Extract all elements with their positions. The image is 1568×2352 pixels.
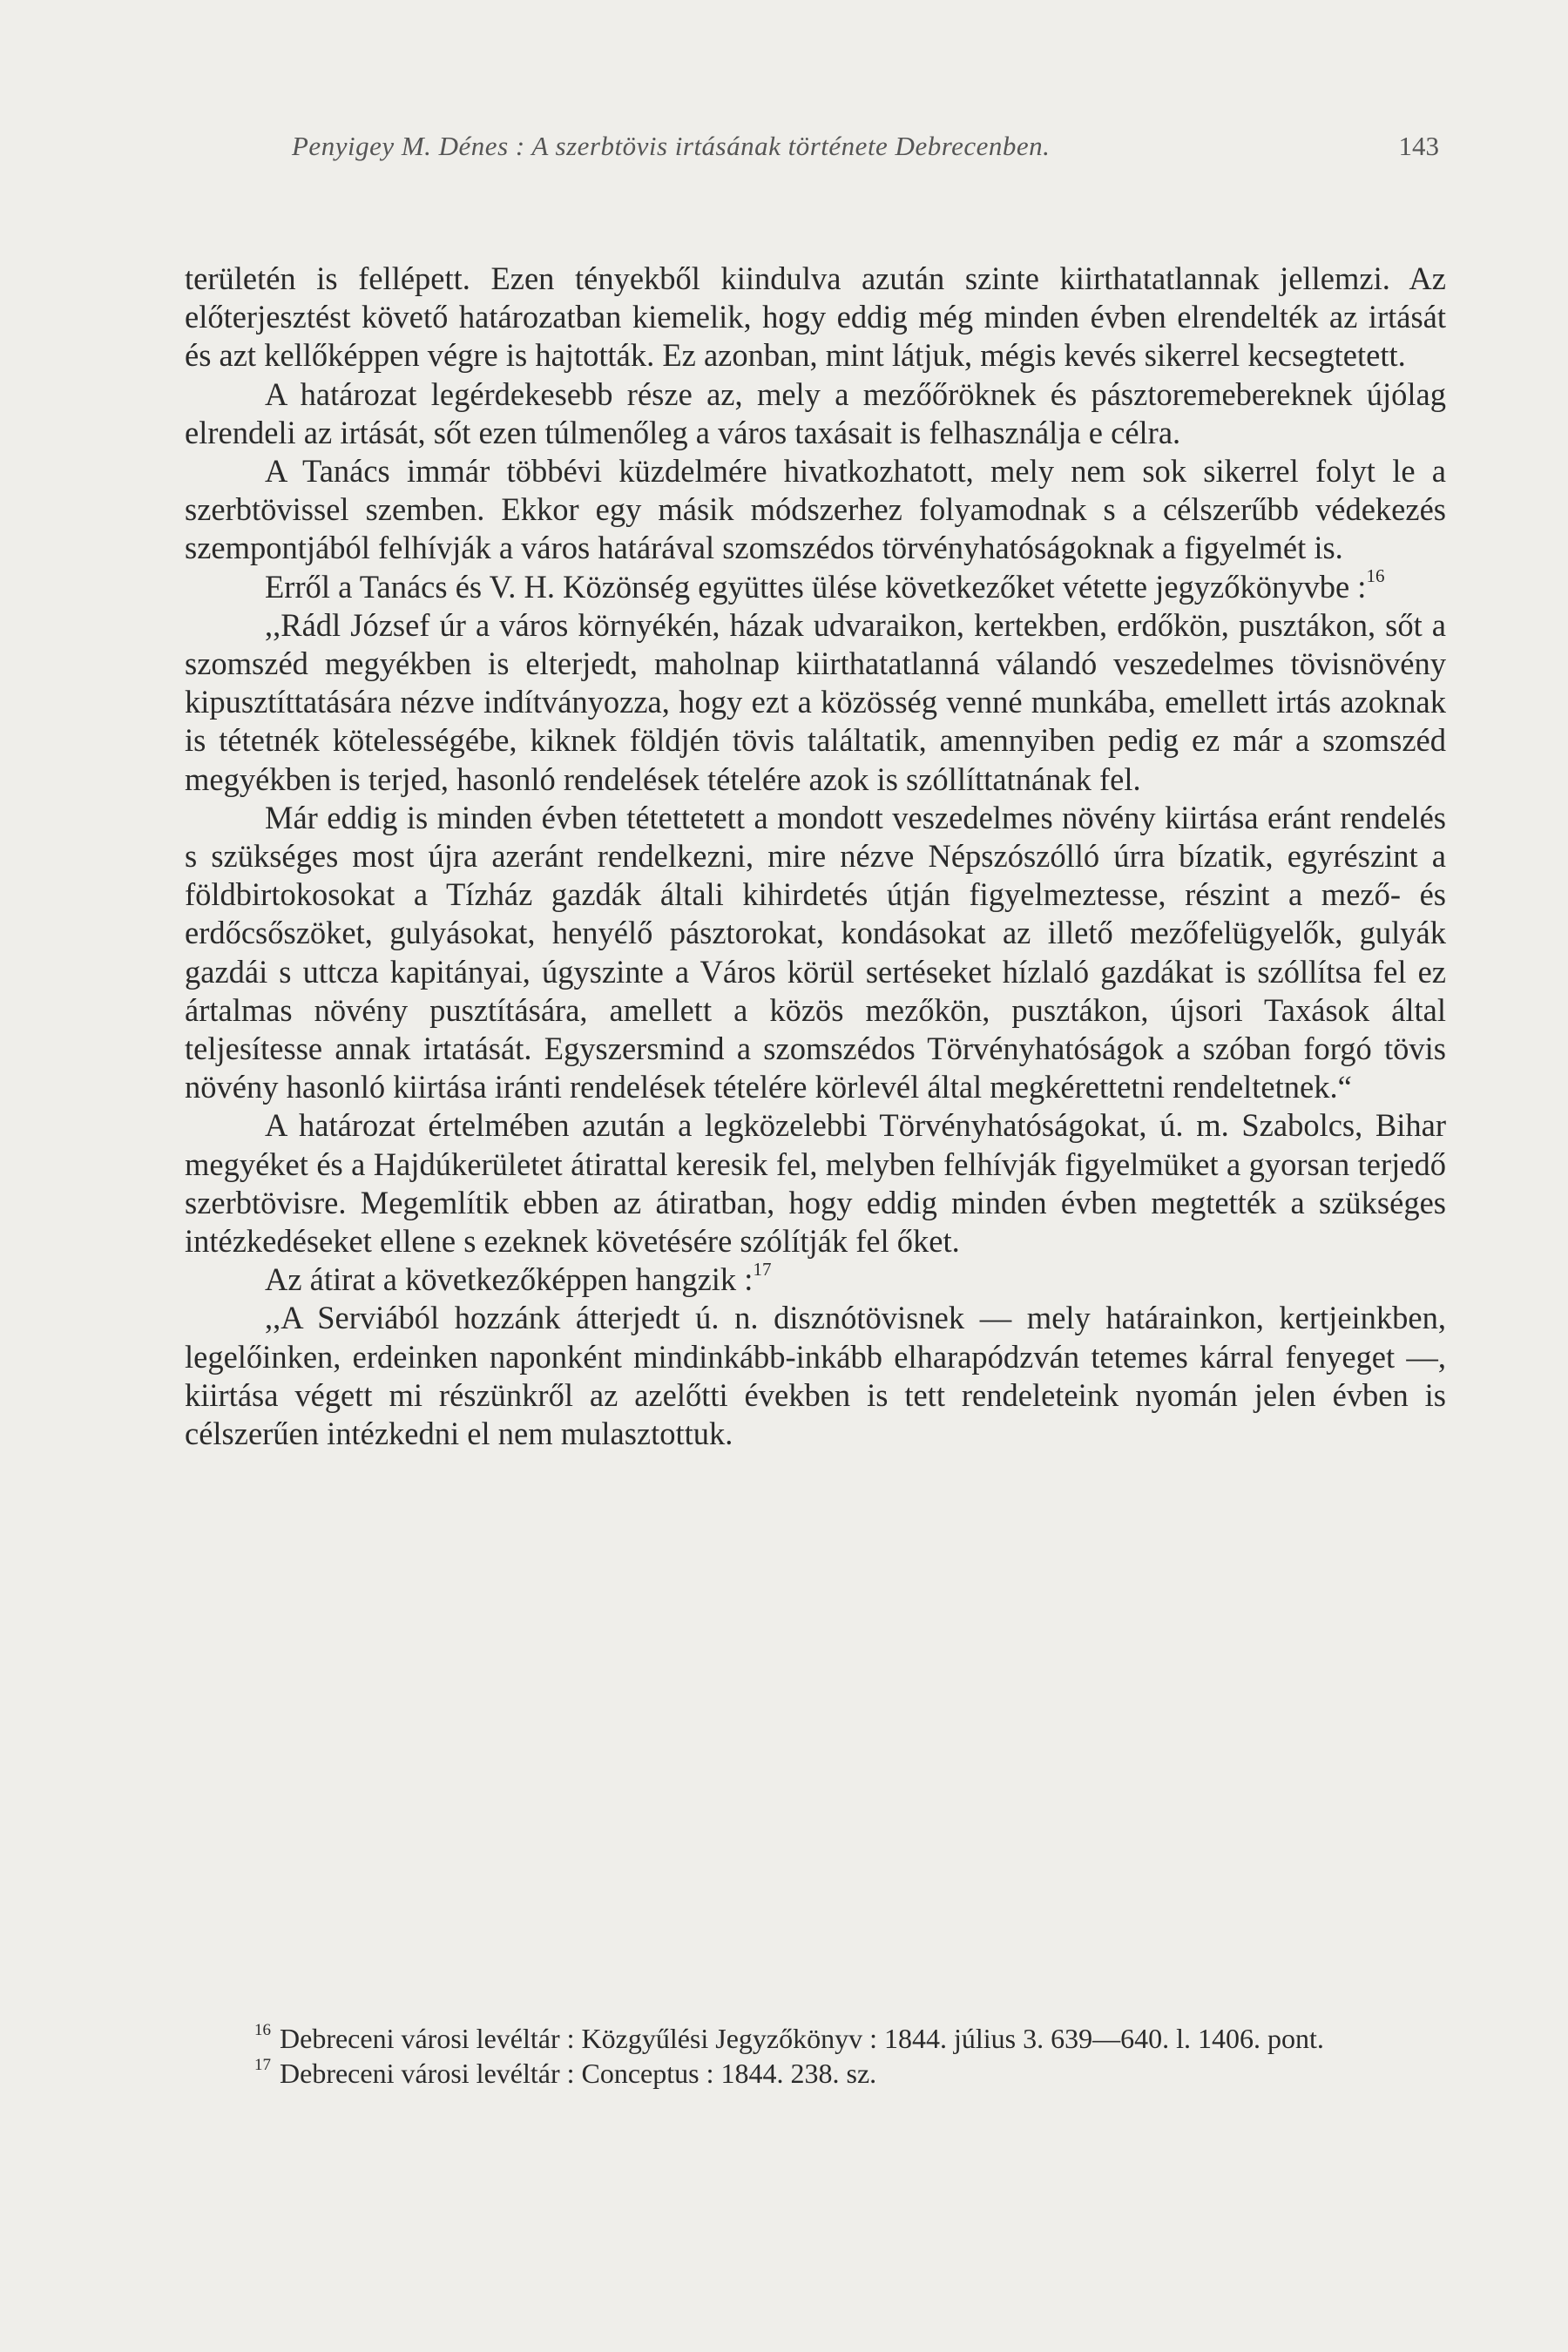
footnote-16 — [185, 2021, 1446, 2056]
footnote-17 — [185, 2056, 1446, 2091]
paragraph-4 — [185, 565, 1446, 606]
paragraph-4-text: Erről a Tanács és V. H. Közönség együttes ülése következőket vétette jegyzőkönyvbe : — [265, 568, 1367, 605]
footnote-ref-16: 16 — [1366, 565, 1385, 587]
footnote-text-17: Debreceni városi levéltár : Conceptus : 1844. 238. sz. — [280, 2058, 877, 2089]
paragraph-8 — [185, 1260, 1446, 1299]
footnote-ref-17: 17 — [753, 1259, 772, 1281]
body-text — [185, 260, 1446, 1453]
paragraph-2: A határozat legérdekesebb része az, mely a mezőőröknek és pásztoremebereknek újólag elrendeli az irtását, sőt ezen túlmenőleg a város taxásait is felhasználja e célra. — [185, 375, 1446, 450]
quote-paragraph-2: Már eddig is minden évben tétettetett a mondott veszedelmes növény kiirtása eránt rendelés s szükséges most újra azeránt rendelkezni, mire nézve Népszószólló úrra bízatik, egyrészint a földbirtokosokat a Tízház gazdák általi kihirdetés útján figyelmeztesse, részint a mező- és erdőcsőszöket, gulyásokat, henyélő pásztorokat, kondásokat az illető mezőfelügyelők, gulyák gazdái s uttcza kapitányai, úgyszinte a Város körül sertéseket hízlaló gazdákat is szóllítsa fel ez ártalmas növény pusztítására, amellett a közös mezőkön, pusztákon, újsori Taxások által teljesítesse annak irtatását. Egyszersmind a szomszédos Törvényhatóságok a szóban forgó tövis növény hasonló kiirtása iránti rendelések tételére körlevél által megkérettetni rendeltetnek.“ — [185, 799, 1446, 1105]
paragraph-3: A Tanács immár többévi küzdelmére hivatkozhatott, mely nem sok sikerrel folyt le a szerbtövissel szemben. Ekkor egy másik módszerhez folyamodnak s a célszerűbb védekezés szempontjából felhívják a város határával szomszédos törvényhatóságoknak a figyelmét is. — [185, 453, 1446, 566]
paragraph-1: területén is fellépett. Ezen tényekből kiindulva azután szinte kiirthatatlannak jellemzi. Az előterjesztést követő határozatban kiemelik, hogy eddig még minden évben elrendelték az irtását és azt kellőképpen végre is hajtották. Ez azonban, mint látjuk, mégis kevés sikerrel kecsegtetett. — [185, 260, 1446, 374]
footnote-marker-16: 16 — [254, 2021, 271, 2040]
paragraph-8-text: Az átirat a következőképpen hangzik : — [265, 1261, 754, 1298]
quote-paragraph-3: ,,A Serviából hozzánk átterjedt ú. n. disznótövisnek — mely határainkon, kertjeinkben, legelőinken, erdeinken naponként mindinkább-inkább elharapódzván tetemes kárral fenyeget —, kiirtása végett mi részünkről az azelőtti években is tett rendeleteink nyomán jelen évben is célszerűen intézkedni el nem mulasztottuk. — [185, 1300, 1446, 1452]
running-head — [292, 131, 1446, 174]
footnote-marker-17: 17 — [254, 2056, 271, 2075]
footnotes — [185, 2021, 1446, 2091]
page-number: 143 — [1398, 131, 1439, 161]
running-title: Penyigey M. Dénes : A szerbtövis irtásának története Debrecenben. — [292, 131, 1051, 161]
quote-paragraph-1: ,,Rádl József úr a város környékén, házak udvaraikon, kertekben, erdőkön, pusztákon, sőt a szomszéd megyékben is elterjedt, maholnap kiirthatatlanná válandó veszedelmes tövisnövény kipusztíttatására nézve indítványozza, hogy ezt a közösség venné munkába, emellett irtás azoknak is tétetnék kötelességébe, kiknek földjén tövis találtatik, amennyiben pedig ez már a szomszéd megyékben is terjed, hasonló rendelések tételére azok is szóllíttatnának fel. — [185, 606, 1446, 797]
footnote-text-16: Debreceni városi levéltár : Közgyűlési Jegyzőkönyv : 1844. július 3. 639—640. l. 1406. pont. — [280, 2023, 1324, 2054]
paragraph-7: A határozat értelmében azután a legközelebbi Törvényhatóságokat, ú. m. Szabolcs, Bihar megyéket és a Hajdúkerületet átirattal keresik fel, melyben felhívják figyelmüket a gyorsan terjedő szerbtövisre. Megemlítik ebben az átiratban, hogy eddig minden évben megtették a szükséges intézkedéseket ellene s ezeknek követésére szólítják fel őket. — [185, 1107, 1446, 1260]
